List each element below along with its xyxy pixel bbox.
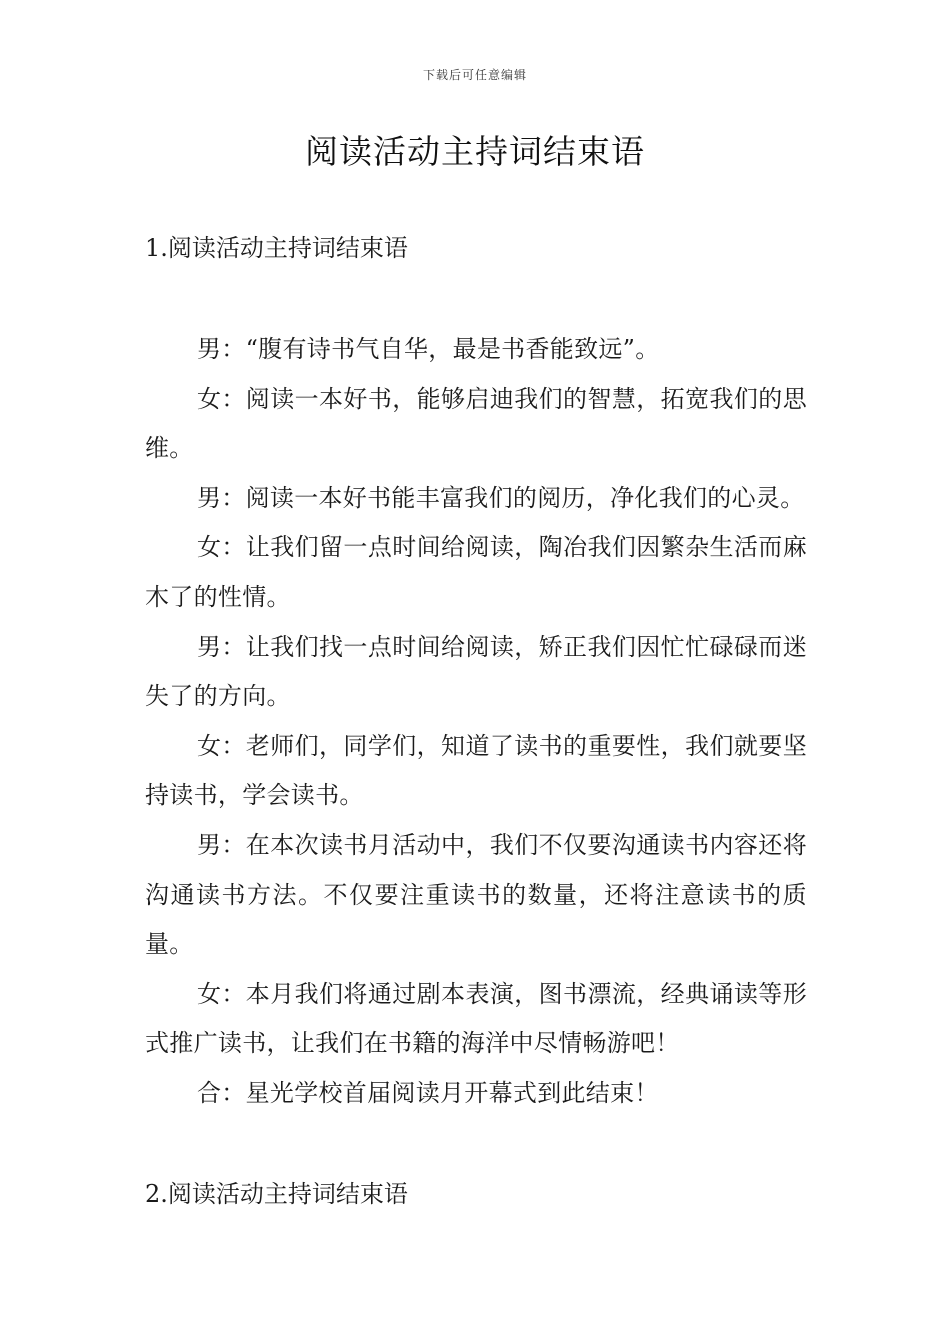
- paragraph-4: 女：让我们留一点时间给阅读，陶冶我们因繁杂生活而麻木了的性情。: [145, 533, 807, 611]
- paragraph-5: 男：让我们找一点时间给阅读，矫正我们因忙忙碌碌而迷失了的方向。: [145, 632, 807, 711]
- paragraph-1: 男：“腹有诗书气自华，最是书香能致远”。: [197, 335, 660, 363]
- paragraph-6: 女：老师们，同学们，知道了读书的重要性，我们就要坚持读书，学会读书。: [145, 731, 807, 810]
- paragraph-9: 合：星光学校首届阅读月开幕式到此结束！: [197, 1078, 659, 1107]
- section-heading-1: 1.阅读活动主持词结束语: [145, 234, 408, 262]
- body-text: [145, 325, 807, 1119]
- paragraph-2: 女：阅读一本好书，能够启迪我们的智慧，拓宽我们的思维。: [145, 384, 807, 463]
- paragraph-8: 女：本月我们将通过剧本表演，图书漂流，经典诵读等形式推广读书，让我们在书籍的海洋中尽情畅游吧！: [145, 979, 807, 1058]
- header-note: 下载后可任意编辑: [422, 68, 527, 82]
- paragraph-3: 男：阅读一本好书能丰富我们的阅历，净化我们的心灵。: [197, 483, 805, 512]
- paragraph-7: 男：在本次读书月活动中，我们不仅要沟通读书内容还将沟通读书方法。不仅要注重读书的数量，还将注意读书的质量。: [145, 830, 807, 959]
- section-heading-2: 2.阅读活动主持词结束语: [145, 1180, 408, 1208]
- document-title: 阅读活动主持词结束语: [305, 132, 645, 171]
